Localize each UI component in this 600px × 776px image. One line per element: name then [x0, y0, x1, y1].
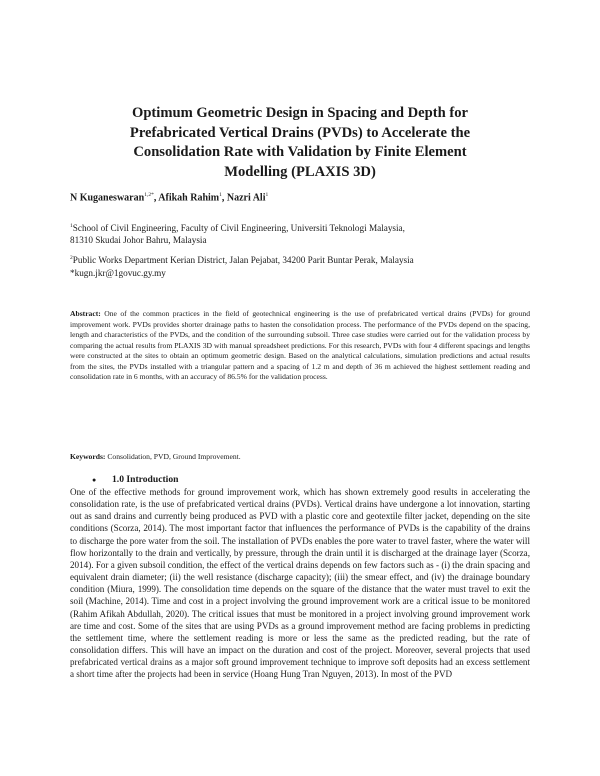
title-line: Consolidation Rate with Validation by Finite Element	[133, 144, 467, 160]
keywords	[70, 452, 241, 461]
title-line: Modelling (PLAXIS 3D)	[224, 163, 376, 180]
section-heading-text: 1.0 Introduction	[112, 474, 179, 485]
abstract-label: Abstract:	[70, 309, 101, 318]
affiliation-1	[70, 220, 414, 234]
section-heading	[92, 474, 178, 485]
author-affiliation-mark: 1,2*	[144, 192, 154, 198]
corresponding-email: *kugn.jkr@1govuc.gy.my	[70, 267, 166, 278]
title-line: Optimum Geometric Design in Spacing and Depth for	[131, 105, 469, 121]
affiliations	[70, 220, 414, 279]
author-list: N Kuganeswaran$^{1,2*}$, Afikah Rahim$^1$, Nazri Ali$^1$	[70, 192, 269, 204]
abstract-text: One of the common practices in the field of geotechnical engineering is the use of prefabricated vertical drains (PVDs) for ground improvement work. PVDs provides shorter drainage paths to hasten the consolidation process. The performance of the PVDs depend on the spacing, length and characteristics of the PVDs, and the condition of the surrounding subsoil. Three case studies were carried out for the validation process by comparing the actual results from PLAXIS 3D with manual spreadsheet predictions. For this research, PVDs with four 4 different spacings and lengths were constructed at the sites to obtain an optimum geometric design. Based on the analytical calculations, simulation predictions and actual results from the sites, the PVDs installed with a triangular pattern and a spacing of 1.2 m and depth of 36 m achieved the highest settlement reading and consolidation rate in 6 months, with an accuracy of 86.5% for the validation process.	[70, 309, 530, 381]
author-name: Afikah Rahim	[158, 192, 220, 204]
affiliation-1-cont: 81310 Skudai Johor Bahru, Malaysia	[70, 235, 207, 246]
keywords-text: Consolidation, PVD, Ground Improvement.	[107, 452, 241, 461]
abstract	[70, 309, 530, 383]
keywords-label: Keywords:	[70, 452, 106, 461]
affiliation-2	[70, 252, 414, 266]
author-name: N Kuganeswaran	[70, 192, 145, 204]
author-affiliation-mark: 1	[265, 192, 269, 198]
paper-title	[70, 104, 530, 182]
affiliation-mark: 1	[70, 223, 73, 229]
bullet-icon: ●	[92, 475, 97, 484]
title-line: Prefabricated Vertical Drains (PVDs) to Accelerate the	[129, 124, 471, 141]
author-name: Nazri Ali	[226, 192, 266, 204]
section-body: One of the effective methods for ground improvement work, which has shown extremely good results in accelerating the consolidation rate, is the use of prefabricated vertical drains (PVDs). Vertical drains have undergone a lot innovation, starting out as sand drains and currently being produced as PVD with a plastic core and geotextile filter jacket, depending on the site conditions (Scorza, 2014). The most important factor that influences the performance of PVDs is the capability of the drains to discharge the pore water from the soil. The installation of PVDs enables the pore water to travel faster, where the water will flow horizontally to the drain and vertically, by pressure, through the drain until it is discharged at the drainage layer (Scorza, 2014). For a given subsoil condition, the effect of the vertical drains depends on few factors such as - (i) the drain spacing and equivalent drain diameter; (ii) the well resistance (discharge capacity); (iii) the smear effect, and (iv) the drainage boundary condition (Miura, 1999). The consolidation time depends on the square of the distance that the water must travel to exit the soil (Machine, 2014). Time and cost in a project involving the ground improvement work are a critical issue to be monitored (Rahim Afikah Abdullah, 2020). The critical issues that must be monitored in a project involving ground improvement work are time and cost. Some of the sites that are using PVDs as a ground improvement method are facing problems in predicting the settlement time, where the settlement reading is more or less the same as the predicted reading, but the rate of consolidation differs. This will have an impact on the duration and cost of the project. Moreover, several projects that used prefabricated vertical drains as a major soft ground improvement technique to improve soft deposits had an excess settlement a short time after the projects had been in service (Hoang Hung Tran Nguyen, 2013). In most of the PVD	[70, 487, 530, 680]
author-affiliation-mark: 1	[219, 192, 222, 198]
affiliation-text: Public Works Department Kerian District, Jalan Pejabat, 34200 Parit Buntar Perak, Malaysia	[72, 255, 414, 266]
affiliation-mark: 2	[70, 255, 73, 262]
affiliation-text: School of Civil Engineering, Faculty of Civil Engineering, Universiti Teknologi Malaysia,	[72, 223, 405, 234]
